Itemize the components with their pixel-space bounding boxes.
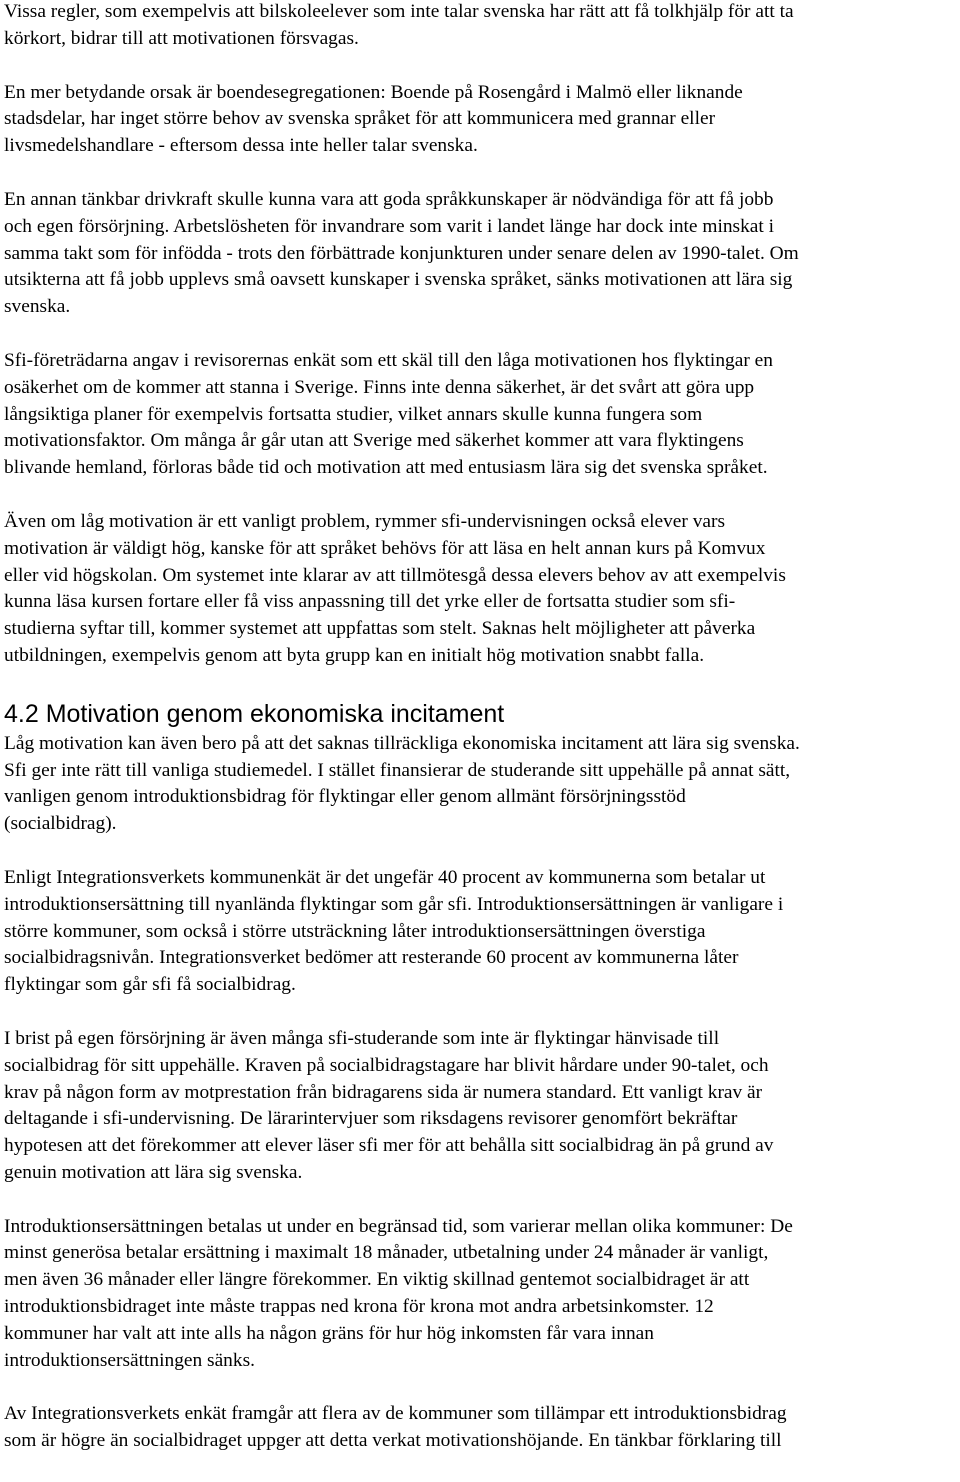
paragraph-introduction-allowance: Introduktionsersättningen betalas ut under en begränsad tid, som varierar mellan olika kommuner: De minst generösa betalar ersättning i maximalt 18 månader, utbetalning under 24 månader är vanligt, men även 36 månader eller längre förekommer. En viktig skillnad gentemot socialbidraget är att introduktionsbidraget inte måste trappas ned krona för krona mot andra arbetsinkomster. 12 kommuner har valt att inte alls ha någon gräns för hur hög inkomsten får vara innan introduktionsersättningen sänks.	[4, 1215, 793, 1371]
section-heading: 4.2 Motivation genom ekonomiska incitament	[4, 699, 505, 728]
paragraph-social-benefit: I brist på egen försörjning är även många sfi-studerande som inte är flyktingar hänvisade till socialbidrag för sitt uppehälle. Kraven på socialbidragstagare har blivit hårdare under 90-talet, och krav på någon form av motprestation från bidragarens sida är numera standard. Ett vanligt krav är deltagande i sfi-undervisning. De lärarintervjuer som riksdagens revisorer genomfört bekräftar hypotesen att det förekommer att elever läser sfi mer för att behålla sitt socialbidrag än på grund av genuin motivation att lära sig svenska.	[4, 1027, 774, 1183]
paragraph-survey-findings: Av Integrationsverkets enkät framgår att flera av de kommuner som tillämpar ett introduktionsbidrag som är högre än socialbidraget uppger att detta verkat motivationshöjande. En tänkbar förklaring till	[4, 1403, 787, 1452]
paragraph-economic-incentives: Låg motivation kan även bero på att det saknas tillräckliga ekonomiska incitament att lära sig svenska. Sfi ger inte rätt till vanliga studiemedel. I stället finansierar de studerande sitt uppehälle på annat sätt, vanligen genom introduktionsbidrag för flyktingar eller genom allmänt försörjningsstöd (socialbidrag).	[4, 732, 800, 835]
paragraph-high-motivation: Även om låg motivation är ett vanligt problem, rymmer sfi-undervisningen också elever vars motivation är väldigt hög, kanske för att språket behövs för att läsa en helt annan kurs på Komvux eller vid högskolan. Om systemet inte klarar av att tillmötesgå dessa elevers behov av att exempelvis kunna läsa kursen fortare eller få viss anpassning till det yrke eller de fortsatta studier som sfi- studierna syftar till, kommer systemet att uppfattas som stelt. Saknas helt möjligheter att påverka utbildningen, exempelvis genom att byta grupp kan en initialt hög motivation snabbt falla.	[4, 510, 786, 666]
document-page	[4, 0, 956, 1482]
paragraph-employment-incentive: En annan tänkbar drivkraft skulle kunna vara att goda språkkunskaper är nödvändiga för att få jobb och egen försörjning. Arbetslösheten för invandrare som varit i landet länge har dock inte minskat i samma takt som för infödda - trots den förbättrade konjunkturen under senare delen av 1990-talet. Om utsikterna att få jobb upplevs små oavsett kunskaper i svenska språket, sänks motivationen att lära sig svenska.	[4, 188, 799, 318]
paragraph-municipal-survey: Enligt Integrationsverkets kommunenkät är det ungefär 40 procent av kommunerna som betalar ut introduktionsersättning till nyanlända flyktingar som går sfi. Introduktionsersättningen är vanligare i större kommuner, som också i större utsträckning låter introduktionsersättningen överstiga socialbidragsnivån. Integrationsverket bedömer att resterande 60 procent av kommunerna låter flyktingar som går sfi få socialbidrag.	[4, 866, 784, 996]
paragraph-driving-rules: Vissa regler, som exempelvis att bilskoleelever som inte talar svenska har rätt att få tolkhjälp för att ta körkort, bidrar till att motivationen försvagas.	[4, 1, 794, 49]
paragraph-refugee-uncertainty: Sfi-företrädarna angav i revisorernas enkät som ett skäl till den låga motivationen hos flyktingar en osäkerhet om de kommer att stanna i Sverige. Finns inte denna säkerhet, är det svårt att göra upp långsiktiga planer för exempelvis fortsatta studier, vilket annars skulle kunna fungera som motivationsfaktor. Om många år går utan att Sverige med säkerhet kommer att vara flyktingens blivande hemland, förloras både tid och motivation att med entusiasm lära sig det svenska språket.	[4, 349, 773, 479]
paragraph-housing-segregation: En mer betydande orsak är boendesegregationen: Boende på Rosengård i Malmö eller liknande stadsdelar, har inget större behov av svenska språket för att kommunicera med grannar eller livsmedelshandlare - eftersom dessa inte heller talar svenska.	[4, 81, 743, 157]
